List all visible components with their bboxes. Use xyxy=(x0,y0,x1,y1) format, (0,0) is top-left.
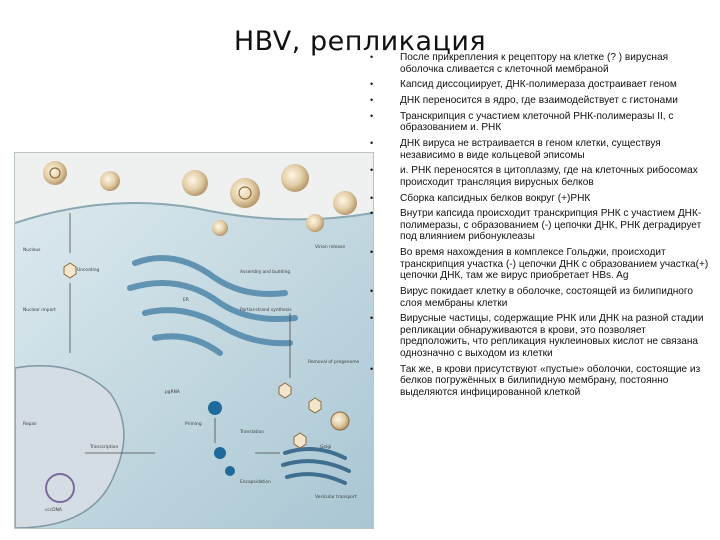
bullet-item: • После прикрепления к рецептору на клетке (? ) вирусная оболочка сливается с клеточной мембраной xyxy=(370,52,710,75)
bullet-item: • Вирусные частицы, содержащие РНК или ДНК на разной стадии репликации обнаруживаются в крови, это позволяет предположить, что репликация нуклеиновых кислот не связана однозначно с выходом из клетки xyxy=(370,313,710,359)
slide-title: HBV, репликация xyxy=(233,26,487,58)
bullet-item: • ДНК вируса не встраивается в геном клетки, существуя независимо в виде кольцевой эписомы xyxy=(370,138,710,161)
label-virion-release: Virion release xyxy=(315,245,346,250)
bullet-item: • Капсид диссоциирует, ДНК-полимераза достраивает геном xyxy=(370,79,710,91)
label-repair: Repair xyxy=(23,422,38,427)
bullet-list xyxy=(370,52,710,403)
label-nucleus: Nucleus xyxy=(23,248,41,253)
bullet-item: • и. РНК переносятся в цитоплазму, где на клеточных рибосомах происходит трансляция вирусных белков xyxy=(370,165,710,188)
bullet-item: • Внутри капсида происходит транскрипция РНК с участием ДНК-полимеразы, с образованием (-) цепочки ДНК, РНК деградирует под влиянием рибонуклеазы xyxy=(370,208,710,243)
label-partial-strand: Partial-strand synthesis xyxy=(240,308,292,313)
label-transcription: Transcription xyxy=(90,445,119,450)
label-encapsidation: Encapsidation xyxy=(240,480,271,485)
label-pgrna: pgRNA xyxy=(165,390,180,395)
bullet-item: • Транскрипция с участием клеточной РНК-полимеразы II, с образованием и. РНК xyxy=(370,111,710,134)
label-nuclear-import: Nuclear import xyxy=(23,308,56,313)
label-golgi: Golgi xyxy=(320,445,332,450)
label-assembly: Assembly and budding xyxy=(240,270,291,275)
label-removal: Removal of pregenome xyxy=(308,360,360,365)
label-cccdna: cccDNA xyxy=(45,508,62,513)
bullet-item: • Сборка капсидных белков вокруг (+)РНК xyxy=(370,193,710,205)
bullet-item: • Так же, в крови присутствуют «пустые» оболочки, состоящие из белков погружённых в билипидную мембрану, постоянно выделяются инфицированной клеткой xyxy=(370,364,710,399)
label-translation: Translation xyxy=(240,430,264,435)
label-priming: Priming xyxy=(185,422,202,427)
bullet-item: • ДНК переносится в ядро, где взаимодействует с гистонами xyxy=(370,95,710,107)
hbv-replication-illustration xyxy=(14,152,374,529)
label-er: ER xyxy=(183,298,189,303)
bullet-item: • Вирус покидает клетку в оболочке, состоящей из билипидного слоя мембраны клетки xyxy=(370,286,710,309)
bullet-item: • Во время нахождения в комплексе Гольджи, происходит транскрипция участка (-) цепочки ДНК с образованием участка(+) цепочки ДНК, там же вирус приобретает HBs. Ag xyxy=(370,247,710,282)
label-uncoating: Uncoating xyxy=(77,268,100,273)
label-vesicular-transport: Vesicular transport xyxy=(315,495,357,500)
